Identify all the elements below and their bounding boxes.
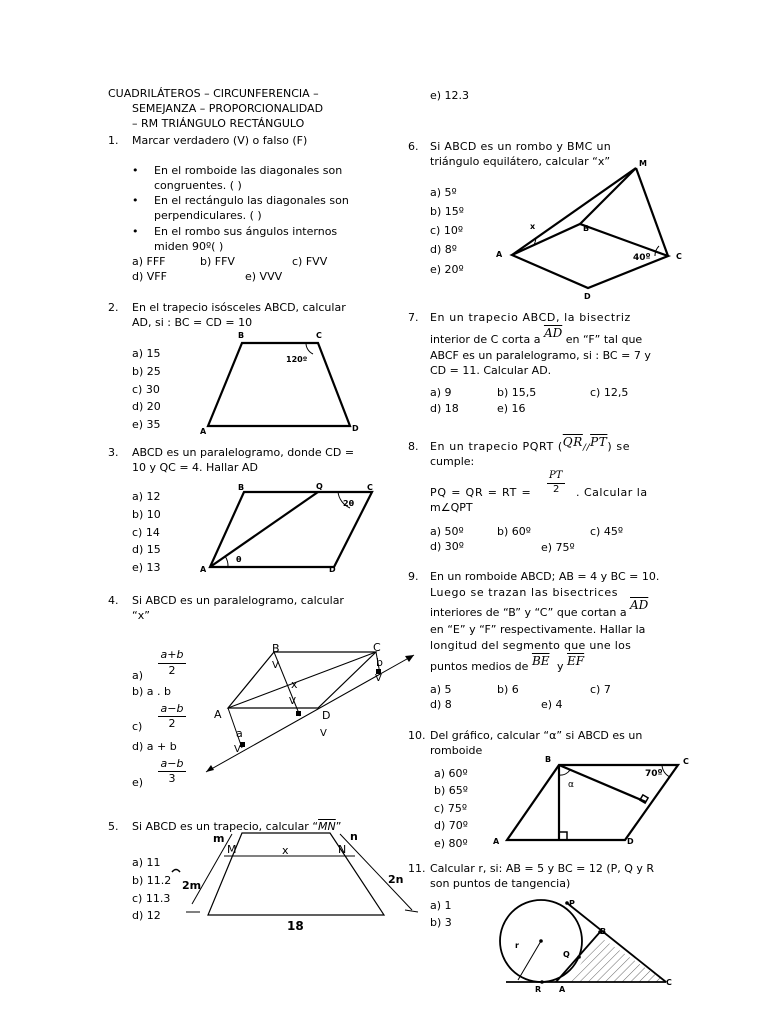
option-b: b) 65º: [434, 784, 468, 797]
option-e: e) 4: [541, 698, 563, 711]
option-d: d) 18: [430, 402, 459, 415]
question-text-line1: En el trapecio isósceles ABCD, calcular: [132, 301, 346, 314]
segment-b-label: b: [376, 656, 383, 669]
angle-theta-label: θ: [236, 555, 242, 564]
option-e-denominator: 3: [168, 772, 176, 785]
option-d: d) 8: [430, 698, 452, 711]
vertex-c-label: C: [683, 757, 689, 766]
question-number: 6.: [408, 140, 419, 153]
question-text-line1: Calcular r, si: AB = 5 y BC = 12 (P, Q y R: [430, 862, 655, 875]
option-a: a) 1: [430, 899, 452, 912]
segment-x-label: x: [291, 678, 298, 691]
option-d: d) 12: [132, 909, 161, 922]
fraction-denominator: 2: [553, 484, 560, 495]
option-e: e) 13: [132, 561, 161, 574]
option-c-label: c): [132, 720, 143, 733]
question-text-line2: romboide: [430, 744, 483, 757]
base-length-label: 18: [287, 919, 304, 933]
option-a-label: a): [132, 669, 144, 682]
question-text-line1: Si ABCD es un rombo y BMC un: [430, 140, 611, 153]
option-a: a) 12: [132, 490, 161, 503]
option-c: c) 45º: [590, 525, 624, 538]
question-text-line2: son puntos de tangencia): [430, 877, 571, 890]
option-a: a) FFF: [132, 255, 166, 268]
option-d: d) 20: [132, 400, 161, 413]
vertex-d-label: D: [329, 565, 336, 574]
question-text-line2: AD, si : BC = CD = 10: [132, 316, 253, 329]
question-text-line2: interior de C corta a $\overline{AD}$ en “F” tal que: [430, 326, 643, 346]
statement-1-line1: En el romboide las diagonales son: [154, 164, 343, 177]
svg-text:V: V: [375, 673, 382, 684]
option-e: e) 75º: [541, 541, 575, 554]
option-a: a) 60º: [434, 767, 468, 780]
fraction-numerator: PT: [549, 470, 563, 481]
question-text-line1: ABCD es un paralelogramo, donde CD =: [132, 446, 355, 459]
svg-text:V: V: [320, 728, 327, 739]
option-a-numerator: a+b: [160, 648, 184, 661]
option-c: c) 14: [132, 526, 160, 539]
option-c: c) 11.3: [132, 892, 171, 905]
vertex-a-label: A: [200, 427, 207, 436]
point-c-label: C: [666, 978, 672, 987]
question-number: 8.: [408, 440, 419, 453]
angle-70-label: 70º: [645, 769, 663, 779]
option-a: a) 5: [430, 683, 452, 696]
option-c: c) 30: [132, 383, 160, 396]
vertex-b-label: B: [545, 755, 552, 764]
option-e: e) 35: [132, 418, 161, 431]
vertex-b-label: B: [583, 224, 590, 233]
point-p-label: P: [569, 899, 575, 908]
option-c-numerator: a−b: [160, 702, 184, 715]
question-number: 7.: [408, 311, 419, 324]
point-a-label: A: [559, 985, 566, 994]
option-b: b) 15,5: [497, 386, 537, 399]
question-text-line1: En un trapecio ABCD, la bisectriz: [430, 311, 631, 324]
segment-a-label: a: [236, 727, 243, 740]
svg-text:V: V: [272, 660, 279, 671]
question-text-line1: En un romboide ABCD; AB = 4 y BC = 10.: [430, 570, 660, 583]
option-e: e) 80º: [434, 837, 468, 850]
question-number: 2.: [108, 301, 119, 314]
option-b: b) 11.2: [132, 874, 172, 887]
vertex-c-label: C: [676, 252, 682, 261]
option-d: d) 70º: [434, 819, 468, 832]
question-text-line1: Del gráfico, calcular “α” si ABCD es un: [430, 729, 643, 742]
bullet-icon: •: [132, 164, 139, 177]
option-a: a) 50º: [430, 525, 464, 538]
option-c: c) FVV: [292, 255, 328, 268]
statement-3-line1: En el rombo sus ángulos internos: [154, 225, 338, 238]
question-text-line4: m∠QPT: [430, 501, 473, 514]
option-c: c) 10º: [430, 224, 464, 237]
label-m: m: [213, 832, 225, 845]
option-b: b) 6: [497, 683, 519, 696]
option-c-denominator: 2: [168, 717, 176, 730]
statement-1-line2: congruentes. ( ): [154, 179, 242, 192]
question-text-line1: Si ABCD es un paralelogramo, calcular: [132, 594, 344, 607]
point-q-label: Q: [563, 950, 570, 959]
question-text-line4: CD = 11. Calcular AD.: [430, 364, 552, 377]
angle-40-label: 40º: [633, 253, 651, 263]
question-number: 9.: [408, 570, 419, 583]
option-b: b) a . b: [132, 685, 171, 698]
option-a: a) 15: [132, 347, 161, 360]
bullet-icon: •: [132, 225, 139, 238]
option-e: e) 20º: [430, 263, 464, 276]
point-m-label: M: [227, 843, 237, 856]
question-text-line5: longitud del segmento que une los: [430, 639, 632, 652]
option-a: a) 11: [132, 856, 161, 869]
option-b: b) 3: [430, 916, 452, 929]
question-text-line4: en “E” y “F” respectivamente. Hallar la: [430, 623, 646, 636]
angle-alpha-label: α: [568, 780, 574, 790]
question-text-line3a: PQ = QR = RT =: [430, 486, 532, 499]
question-number: 5.: [108, 820, 119, 833]
point-b-label: B: [600, 927, 607, 936]
vertex-d-label: D: [584, 292, 591, 301]
question-text-line3b: . Calcular la: [576, 486, 648, 499]
vertex-b-label: B: [238, 331, 245, 340]
option-e: e) VVV: [245, 270, 283, 283]
point-r-label: R: [535, 985, 542, 994]
svg-text:V: V: [234, 744, 241, 755]
question-number: 3.: [108, 446, 119, 459]
header-line-1: CUADRILÁTEROS – CIRCUNFERENCIA –: [108, 87, 319, 100]
vertex-a-label: A: [496, 250, 503, 259]
option-e-numerator: a−b: [160, 757, 184, 770]
vertex-c-label: C: [367, 483, 373, 492]
question-text-line2: cumple:: [430, 455, 475, 468]
label-2m: 2m: [182, 879, 202, 892]
question-text-line2: triángulo equilátero, calcular “x”: [430, 155, 611, 168]
option-c: c) 75º: [434, 802, 468, 815]
question-number: 1.: [108, 134, 119, 147]
statement-3-line2: miden 90º( ): [154, 240, 224, 253]
option-d: d) 8º: [430, 243, 457, 256]
option-a-denominator: 2: [168, 664, 176, 677]
option-c: c) 12,5: [590, 386, 629, 399]
question-number: 4.: [108, 594, 119, 607]
header-line-2: SEMEJANZA – PROPORCIONALIDAD: [132, 102, 324, 115]
vertex-a-label: A: [214, 708, 222, 721]
option-e: e) 16: [497, 402, 526, 415]
angle-x-label: x: [530, 222, 536, 231]
statement-2-line1: En el rectángulo las diagonales son: [154, 194, 349, 207]
vertex-m-label: M: [639, 159, 647, 168]
question-text-line3: ABCF es un paralelogramo, si : BC = 7 y: [430, 349, 651, 362]
option-d: d) VFF: [132, 270, 167, 283]
vertex-b-label: B: [272, 642, 280, 655]
point-q-label: Q: [316, 482, 323, 491]
angle-2theta-label: 2θ: [343, 499, 355, 508]
question-text: Si ABCD es un trapecio, calcular “$\overline{MN}$”: [132, 820, 342, 833]
option-d: d) 15: [132, 543, 161, 556]
vertex-d-label: D: [627, 837, 634, 846]
bullet-icon: •: [132, 194, 139, 207]
question-text-line2: Luego se trazan las bisectrices: [430, 586, 619, 599]
question-number: 11.: [408, 862, 426, 875]
vertex-b-label: B: [238, 483, 245, 492]
vertex-d-label: D: [352, 424, 359, 433]
question-text-line2: “x”: [132, 609, 150, 622]
question-text-line6: puntos medios de $\overline{BE}$ y $\overline{EF}$: [430, 654, 585, 673]
option-d: d) a + b: [132, 740, 177, 753]
option-d: d) 30º: [430, 540, 464, 553]
midline-x-label: x: [282, 844, 289, 857]
svg-text:V: V: [289, 696, 296, 707]
question-text: Marcar verdadero (V) o falso (F): [132, 134, 308, 147]
option-a: a) 9: [430, 386, 452, 399]
statement-2-line2: perpendiculares. ( ): [154, 209, 262, 222]
prev-option-e: e) 12.3: [430, 89, 470, 102]
point-n-label: N: [338, 843, 347, 856]
radius-r-label: r: [515, 941, 519, 950]
option-b: b) FFV: [200, 255, 235, 268]
option-b: b) 60º: [497, 525, 531, 538]
vertex-c-label: C: [373, 641, 381, 654]
segment-ad: $\overline{AD}$: [630, 598, 649, 612]
option-b: b) 15º: [430, 205, 464, 218]
option-c: c) 7: [590, 683, 611, 696]
vertex-d-label: D: [322, 709, 331, 722]
header-line-3: – RM TRIÁNGULO RECTÁNGULO: [132, 117, 305, 130]
label-2n: 2n: [388, 873, 404, 886]
segment-ad: $\overline{AD}$: [543, 326, 563, 340]
question-number: 10.: [408, 729, 426, 742]
vertex-a-label: A: [493, 837, 500, 846]
angle-label: 120º: [286, 355, 308, 364]
question-text-line1: En un trapecio PQRT $(\overline{QR}//\overline{PT})$ se: [430, 435, 631, 453]
question-text-line3: interiores de “B” y “C” que cortan a: [430, 606, 627, 619]
vertex-c-label: C: [316, 331, 322, 340]
option-b: b) 10: [132, 508, 161, 521]
option-e-label: e): [132, 776, 144, 789]
label-n: n: [350, 830, 358, 843]
question-text-line2: 10 y QC = 4. Hallar AD: [132, 461, 258, 474]
vertex-a-label: A: [200, 565, 207, 574]
option-a: a) 5º: [430, 186, 457, 199]
option-b: b) 25: [132, 365, 161, 378]
